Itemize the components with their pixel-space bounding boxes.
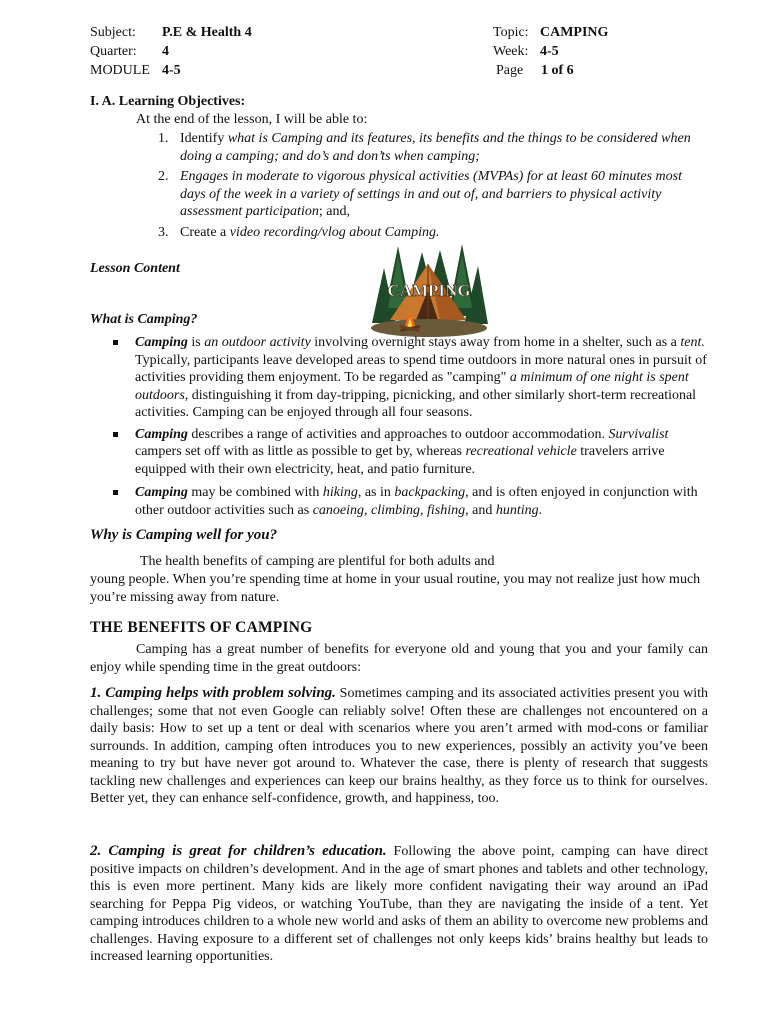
- topic-label: Topic:: [493, 25, 529, 40]
- bullet-square-icon: [113, 432, 118, 437]
- why-paragraph: young people. When you’re spending time at home in your usual routine, you may not realize just how much you’re missing away from nature.: [90, 572, 701, 605]
- objectives-list: [150, 130, 710, 243]
- module-label: MODULE: [90, 63, 150, 78]
- objective-number: 3.: [158, 224, 169, 240]
- what-is-list: [112, 334, 712, 519]
- benefit-2-body: Following the above point, camping can have direct positive impacts on children’s development. And in the age of smart phones and tablets and other technology, this is even more pertinent. Many kids are likely more confident navigating their way around an iPad searching for Peppa Pig videos, or watching YouTube, than they are navigating the inside of a tent. Yet camping introduces children to a whole new world and asks of them an ability to overcome new problems and challenges. Having exposure to a different set of challenges not only keeps kids’ brains healthy but leads to increased learning opportunities.: [90, 844, 708, 964]
- topic-value: CAMPING: [540, 25, 609, 40]
- subject-label: Subject:: [90, 25, 136, 40]
- objective-number: 1.: [158, 131, 169, 146]
- camping-image-label: CAMPING: [387, 281, 471, 300]
- week-label: Week:: [493, 44, 529, 59]
- what-is-heading: What is Camping?: [90, 312, 198, 327]
- list-item: Camping is an outdoor activity involving overnight stays away from home in a shelter, such as a tent. Typically, participants leave developed areas to spend time outdoors in more natural ones in pursuit of activities providing them enjoyment. To be regarded as "camping" a minimum of one night is spent outdoors, distinguishing it from day-tripping, picnicking, and other similarly short-term recreational activities. Camping can be enjoyed through all four seasons.: [112, 334, 712, 422]
- why-heading: Why is Camping well for you?: [90, 527, 278, 543]
- quarter-value: 4: [162, 44, 169, 59]
- camping-illustration: [370, 238, 488, 338]
- objective-italic: video recording/vlog about Camping.: [229, 224, 440, 240]
- objective-text: Create a: [180, 224, 230, 240]
- benefit-paragraph-2: [90, 843, 708, 966]
- benefit-paragraph-1: [90, 685, 708, 808]
- benefit-1-body: Sometimes camping and its associated activities present you with challenges; some that not even Google can reliably solve! Often these are challenges not encountered on a daily basis: How to set up a tent or deal with scenarios where you aren’t armed with mod-cons or familiar surrounds. In addition, camping often introduces you to new experiences, possibly an activity you’ve been meaning to try but have never got around to. Whatever the case, there is plenty of research that suggests tackling new challenges and experiences can keep our brains healthy, as they force us to think for ourselves. Better yet, they can enhance self-confidence, growth, and happiness, too.: [90, 686, 708, 806]
- objective-number: 2.: [158, 169, 169, 184]
- bullet-square-icon: [113, 340, 118, 345]
- objectives-heading: I. A. Learning Objectives:: [90, 94, 246, 109]
- module-value: 4-5: [162, 63, 181, 78]
- page-value: 1 of 6: [541, 63, 574, 78]
- objective-text: ; and,: [318, 204, 350, 219]
- objective-text: Identify: [180, 131, 228, 146]
- list-item: Camping may be combined with hiking, as in backpacking, and is often enjoyed in conjunction with other outdoor activities such as canoeing, climbing, fishing, and hunting.: [112, 484, 712, 519]
- page-label: Page: [496, 63, 524, 78]
- list-item: Camping describes a range of activities and approaches to outdoor accommodation. Survivalist campers set off with as little as possible to get by, whereas recreational vehicle travelers arrive equipped with their own electricity, heat, and patio furniture.: [112, 426, 712, 479]
- objective-italic: what is Camping and its features, its benefits and the things to be considered when doing a camping; and do’s and don’ts when camping;: [180, 131, 691, 164]
- lesson-content-heading: Lesson Content: [90, 261, 180, 276]
- benefits-intro: Camping has a great number of benefits for everyone old and young that you and your family can enjoy while spending time in the great outdoors:: [90, 642, 708, 675]
- benefit-2-heading: 2. Camping is great for children’s education.: [90, 843, 387, 859]
- bullet-square-icon: [113, 490, 118, 495]
- objective-item: [150, 130, 710, 165]
- benefit-1-heading: 1. Camping helps with problem solving.: [90, 685, 336, 701]
- objective-italic: Engages in moderate to vigorous physical activities (MVPAs) for at least 60 minutes most days of the week in a variety of settings in and out of, and barriers to physical activity assessment participation: [180, 169, 682, 219]
- objectives-intro: At the end of the lesson, I will be able to:: [136, 112, 368, 127]
- benefits-heading: THE BENEFITS OF CAMPING: [90, 619, 313, 636]
- why-first-line: The health benefits of camping are plentiful for both adults and: [140, 554, 495, 569]
- quarter-label: Quarter:: [90, 44, 137, 59]
- subject-value: P.E & Health 4: [162, 25, 252, 40]
- objective-item: [150, 168, 710, 221]
- week-value: 4-5: [540, 44, 559, 59]
